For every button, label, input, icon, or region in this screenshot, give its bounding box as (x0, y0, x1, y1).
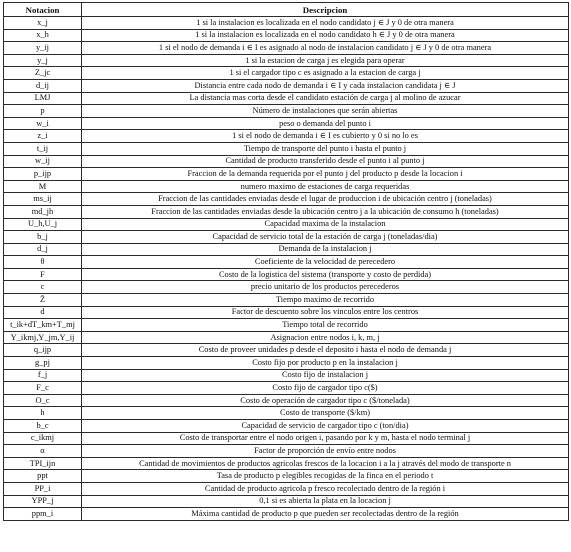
description-cell: Capacidad maxima de la instalacion (82, 218, 569, 231)
table-row (4, 331, 569, 344)
table-row (4, 394, 569, 407)
notation-cell: md_jh (4, 205, 82, 218)
notation-cell: d (4, 306, 82, 319)
notation-cell: y_j (4, 54, 82, 67)
table-row (4, 168, 569, 181)
notation-cell: q_ijp (4, 344, 82, 357)
description-cell: Fraccion de la demanda requerida por el punto j del producto p desde la locacion i (82, 168, 569, 181)
notation-cell: z_i (4, 130, 82, 143)
table-row (4, 457, 569, 470)
table-row (4, 142, 569, 155)
description-cell: Cantidad de producto agricola p fresco recolectado dentro de la región i (82, 482, 569, 495)
notation-cell: U_h,U_j (4, 218, 82, 231)
table-row (4, 357, 569, 370)
notation-cell: θ (4, 256, 82, 269)
header-row (4, 3, 569, 17)
table-row (4, 54, 569, 67)
table-body (4, 17, 569, 521)
description-cell: Capacidad de servicio de cargador tipo c (ton/dia) (82, 420, 569, 433)
description-cell: Coeficiente de la velocidad de perecedero (82, 256, 569, 269)
description-cell: Cantidad de movimientos de productos agricolas frescos de la locacion i a la j através del modo de transporte n (82, 457, 569, 470)
table-row (4, 256, 569, 269)
table-row (4, 382, 569, 395)
table-row (4, 205, 569, 218)
notation-cell: Z_jc (4, 67, 82, 80)
notation-cell: b_j (4, 231, 82, 244)
description-cell: Costo fijo de instalacion j (82, 369, 569, 382)
description-cell: 1 si la instalacion es localizada en el nodo candidato h ∈ J y 0 de otra manera (82, 29, 569, 42)
description-cell: Fraccion de las cantidades enviadas desde el lugar de produccion i de ubicación centro j (toneladas) (82, 193, 569, 206)
notation-cell: O_c (4, 394, 82, 407)
description-cell: Costo de transporte ($/km) (82, 407, 569, 420)
description-cell: Costo de transportar entre el nodo origen i, pasando por k y m, hasta el nodo terminal j (82, 432, 569, 445)
description-cell: Número de instalaciones que serán abiertas (82, 105, 569, 118)
table-row (4, 231, 569, 244)
notation-cell: PP_i (4, 482, 82, 495)
notation-cell: d_ij (4, 79, 82, 92)
notation-cell: F (4, 268, 82, 281)
table-row (4, 319, 569, 332)
description-cell: numero maximo de estaciones de carga requeridas (82, 180, 569, 193)
table-row (4, 79, 569, 92)
description-cell: Factor de proporción de envío entre nodos (82, 445, 569, 458)
table-row (4, 294, 569, 307)
notation-cell: c_ikmj (4, 432, 82, 445)
notation-cell: F_c (4, 382, 82, 395)
table-row (4, 470, 569, 483)
description-cell: Cantidad de producto transferido desde el punto i al punto j (82, 155, 569, 168)
description-cell: Demanda de la instalacion j (82, 243, 569, 256)
table-row (4, 306, 569, 319)
notation-cell: g_pj (4, 357, 82, 370)
description-cell: peso o demanda del punto i (82, 117, 569, 130)
header-description: Descripcion (82, 3, 569, 17)
notation-cell: ms_ij (4, 193, 82, 206)
description-cell: Distancia entre cada nodo de demanda i ∈ I y cada instalacion candidata j ∈ J (82, 79, 569, 92)
notation-cell: w_ij (4, 155, 82, 168)
table-row (4, 193, 569, 206)
table-row (4, 268, 569, 281)
table-row (4, 180, 569, 193)
description-cell: Factor de descuento sobre los vinculos entre los centros (82, 306, 569, 319)
notation-cell: h (4, 407, 82, 420)
description-cell: Asignacion entre nodos i, k, m, j (82, 331, 569, 344)
notation-cell: x_j (4, 17, 82, 30)
notation-cell: d_j (4, 243, 82, 256)
header-notation: Notacion (4, 3, 82, 17)
description-cell: Máxima cantidad de producto p que pueden ser recolectadas dentro de la región (82, 508, 569, 521)
description-cell: Tiempo maximo de recorrido (82, 294, 569, 307)
notation-cell: t_ij (4, 142, 82, 155)
table-row (4, 155, 569, 168)
description-cell: Costo de operación de cargador tipo c ($/tonelada) (82, 394, 569, 407)
table-row (4, 67, 569, 80)
table-row (4, 482, 569, 495)
notation-cell: YPP_j (4, 495, 82, 508)
notation-cell: p (4, 105, 82, 118)
notation-cell: TPI_ijn (4, 457, 82, 470)
table-row (4, 432, 569, 445)
description-cell: 1 si la instalacion es localizada en el nodo candidato j ∈ J y 0 de otra manera (82, 17, 569, 30)
table-row (4, 218, 569, 231)
notation-cell: LMJ (4, 92, 82, 105)
notation-cell: t_ik+dT_km+T_mj (4, 319, 82, 332)
description-cell: 1 si la estacion de carga j es elegida para operar (82, 54, 569, 67)
table-row (4, 17, 569, 30)
table-row (4, 105, 569, 118)
table-row (4, 344, 569, 357)
table-row (4, 508, 569, 521)
description-cell: 1 si el nodo de demanda i ∈ I es cubierto y 0 si no lo es (82, 130, 569, 143)
notation-cell: x_h (4, 29, 82, 42)
notation-cell: ppt (4, 470, 82, 483)
table-row (4, 369, 569, 382)
description-cell: 0,1 si es abierta la plata en la locacion j (82, 495, 569, 508)
description-cell: Tiempo de transporte del punto i hasta el punto j (82, 142, 569, 155)
table-row (4, 130, 569, 143)
table-row (4, 243, 569, 256)
notation-cell: ppm_i (4, 508, 82, 521)
description-cell: Capacidad de servicio total de la estación de carga j (toneladas/dia) (82, 231, 569, 244)
notation-table-container (3, 2, 568, 521)
notation-cell: Y_ikmj,Y_jm,Y_ij (4, 331, 82, 344)
description-cell: Costo de proveer unidades p desde el deposito i hasta el nodo de demanda j (82, 344, 569, 357)
notation-cell: Z̄ (4, 294, 82, 307)
notation-cell: f_j (4, 369, 82, 382)
notation-cell: w_i (4, 117, 82, 130)
table-row (4, 407, 569, 420)
table-row (4, 445, 569, 458)
description-cell: La distancia mas corta desde el candidato estación de carga j al molino de azucar (82, 92, 569, 105)
notation-cell: p_ijp (4, 168, 82, 181)
description-cell: Costo fijo de cargador tipo c($) (82, 382, 569, 395)
table-row (4, 42, 569, 55)
description-cell: Tiempo total de recorrido (82, 319, 569, 332)
notation-cell: α (4, 445, 82, 458)
notation-cell: c (4, 281, 82, 294)
table-row (4, 92, 569, 105)
description-cell: precio unitario de los productos perecederos (82, 281, 569, 294)
description-cell: Tasa de producto p elegibles recogidas de la finca en el periodo t (82, 470, 569, 483)
description-cell: Costo de la logistica del sistema (transporte y costo de perdida) (82, 268, 569, 281)
notation-cell: M (4, 180, 82, 193)
description-cell: Costo fijo por producto p en la instalacion j (82, 357, 569, 370)
table-row (4, 420, 569, 433)
table-row (4, 29, 569, 42)
table-row (4, 281, 569, 294)
table-row (4, 117, 569, 130)
description-cell: Fraccion de las cantidades enviadas desde la ubicación centro j a la ubicación de consumo h (toneladas) (82, 205, 569, 218)
notation-cell: b_c (4, 420, 82, 433)
notation-table (3, 2, 569, 521)
notation-cell: y_ij (4, 42, 82, 55)
description-cell: 1 si el cargador tipo c es asignado a la estacion de carga j (82, 67, 569, 80)
description-cell: 1 si el nodo de demanda i ∈ I es asignado al nodo de instalacion candidato j ∈ J y 0 de otra manera (82, 42, 569, 55)
table-row (4, 495, 569, 508)
